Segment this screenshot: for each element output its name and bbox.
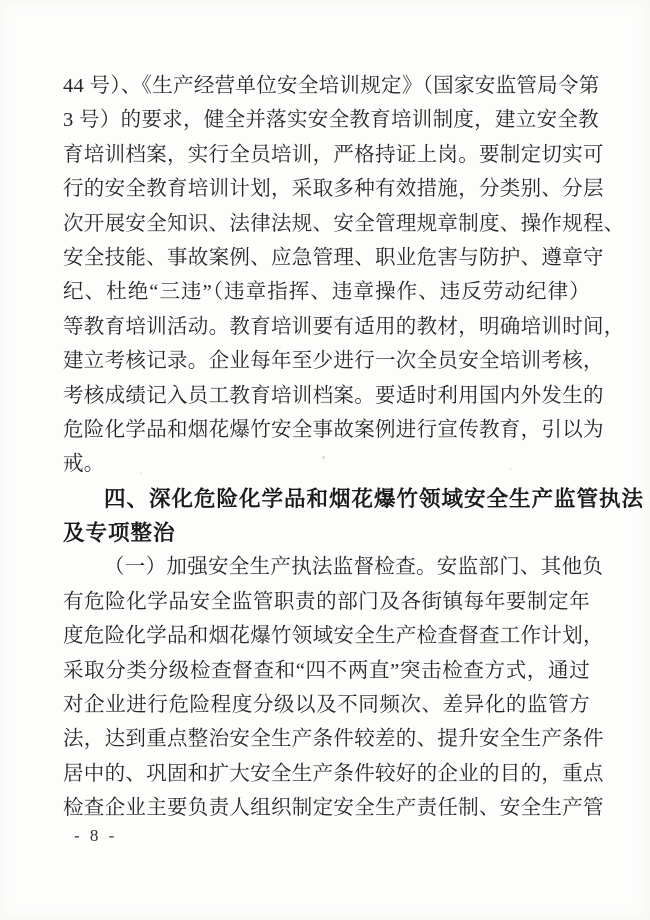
text-line: 考核成绩记入员工教育培训档案。要适时利用国内外发生的 — [63, 384, 604, 407]
text-line: 有危险化学品安全监管职责的部门及各街镇每年要制定年 — [63, 590, 590, 613]
text-line: 44 号）、《生产经营单位安全培训规定》（国家安监管局令第 — [63, 75, 600, 97]
scan-speck — [510, 468, 512, 470]
text-line: 度危险化学品和烟花爆竹领域安全生产检查督查工作计划， — [63, 625, 604, 648]
text-line: 建立考核记录。企业每年至少进行一次全员安全培训考核， — [63, 350, 604, 373]
text-line: 危险化学品和烟花爆竹安全事故案例进行宣传教育，引以为 — [63, 418, 604, 441]
text-line: 安全技能、事故案例、应急管理、职业危害与防护、遵章守 — [63, 246, 604, 269]
text-line: 法，达到重点整治安全生产条件较差的、提升安全生产条件 — [63, 728, 604, 751]
text-line: 行的安全教育培训计划，采取多种有效措施，分类别、分层 — [63, 178, 604, 201]
text-line: （一）加强安全生产执法监督检查。安监部门、其他负 — [104, 556, 604, 579]
text-line: 戒。 — [63, 453, 105, 476]
text-line: 次开展安全知识、法律法规、安全管理规章制度、操作规程、 — [63, 212, 625, 235]
text-line: 等教育培训活动。教育培训要有适用的教材，明确培训时间， — [63, 315, 625, 338]
text-line: 检查企业主要负责人组织制定安全生产责任制、安全生产管 — [63, 797, 604, 820]
text-line: 纪、杜绝“三违”（违章指挥、违章操作、违反劳动纪律） — [63, 281, 590, 304]
text-line: 对企业进行危险程度分级以及不同频次、差异化的监管方 — [63, 694, 590, 717]
text-line: 居中的、巩固和扩大安全生产条件较好的企业的目的，重点 — [63, 762, 604, 785]
page-number: - 8 - — [74, 826, 118, 845]
scan-speck — [322, 456, 325, 459]
text-line: 育培训档案，实行全员培训，严格持证上岗。要制定切实可 — [63, 143, 604, 166]
heading-line: 及专项整治 — [63, 521, 176, 546]
text-line: 采取分类分级检查督查和“四不两直”突击检查方式，通过 — [63, 659, 590, 682]
text-content — [63, 69, 645, 826]
scan-speck — [140, 472, 142, 474]
heading-line: 四、深化危险化学品和烟花爆竹领域安全生产监管执法 — [104, 486, 645, 511]
text-line: 3 号）的要求，健全并落实安全教育培训制度，建立安全教 — [63, 109, 599, 132]
